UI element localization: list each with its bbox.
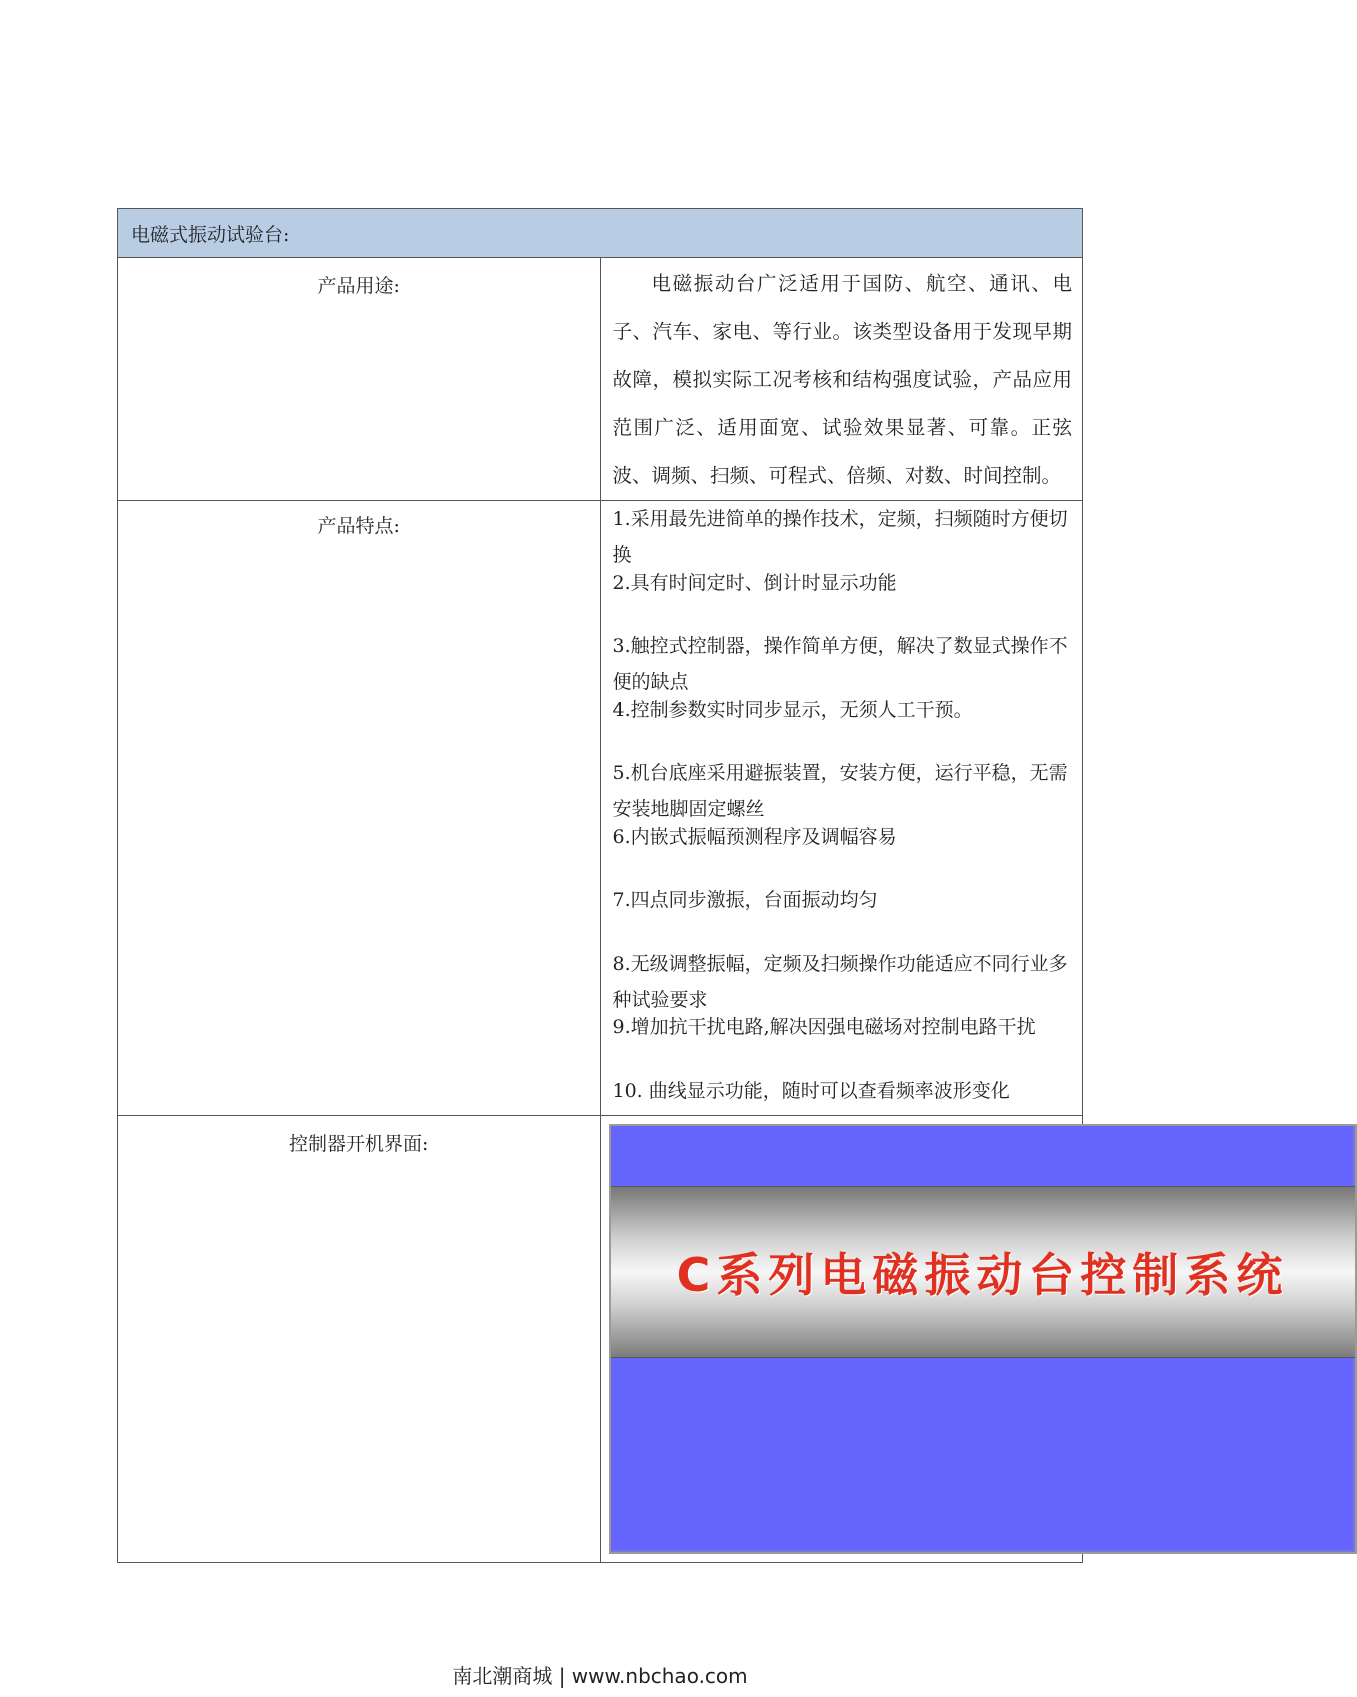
feature-item: 9.增加抗干扰电路,解决因强电磁场对控制电路干扰 — [612, 1016, 1036, 1038]
footer-site-link[interactable]: 南北潮商城 | www.nbchao.com — [452, 1664, 748, 1688]
controller-screen-image — [609, 1124, 1357, 1554]
controller-label: 控制器开机界面: — [289, 1132, 429, 1155]
feature-item: 8.无级调整振幅，定频及扫频操作功能适应不同行业多种试验要求 — [612, 952, 1068, 1011]
spec-table — [117, 208, 1289, 1563]
features-list — [601, 501, 1083, 1115]
feature-item: 7.四点同步激振，台面振动均匀 — [612, 889, 878, 911]
feature-item: 3.触控式控制器，操作简单方便，解决了数显式操作不便的缺点 — [612, 635, 1068, 693]
features-row — [118, 501, 1083, 1116]
controller-row — [118, 1115, 1083, 1562]
table-title: 电磁式振动试验台: — [118, 209, 1083, 258]
feature-item: 1.采用最先进简单的操作技术，定频，扫频随时方便切换 — [612, 508, 1068, 566]
feature-item: 4.控制参数实时同步显示，无须人工干预。 — [612, 698, 973, 721]
feature-item: 2.具有时间定时、倒计时显示功能 — [612, 571, 897, 594]
usage-row — [118, 258, 1083, 501]
screen-title: C系列电磁振动台控制系统 — [676, 1247, 1289, 1302]
feature-item: 10. 曲线显示功能，随时可以查看频率波形变化 — [612, 1079, 1010, 1102]
feature-item: 5.机台底座采用避振装置，安装方便，运行平稳，无需安装地脚固定螺丝 — [612, 762, 1068, 820]
usage-label: 产品用途: — [317, 275, 400, 297]
features-label: 产品特点: — [317, 515, 400, 537]
screen-banner — [611, 1186, 1355, 1358]
feature-item: 6.内嵌式振幅预测程序及调幅容易 — [612, 825, 897, 848]
usage-text: 电磁振动台广泛适用于国防、航空、通讯、电子、汽车、家电、等行业。该类型设备用于发现早期故障，模拟实际工况考核和结构强度试验，产品应用范围广泛、适用面宽、试验效果显著、可靠。正弦波、调频、扫频、可程式、倍频、对数、时间控制。 — [612, 272, 1072, 487]
